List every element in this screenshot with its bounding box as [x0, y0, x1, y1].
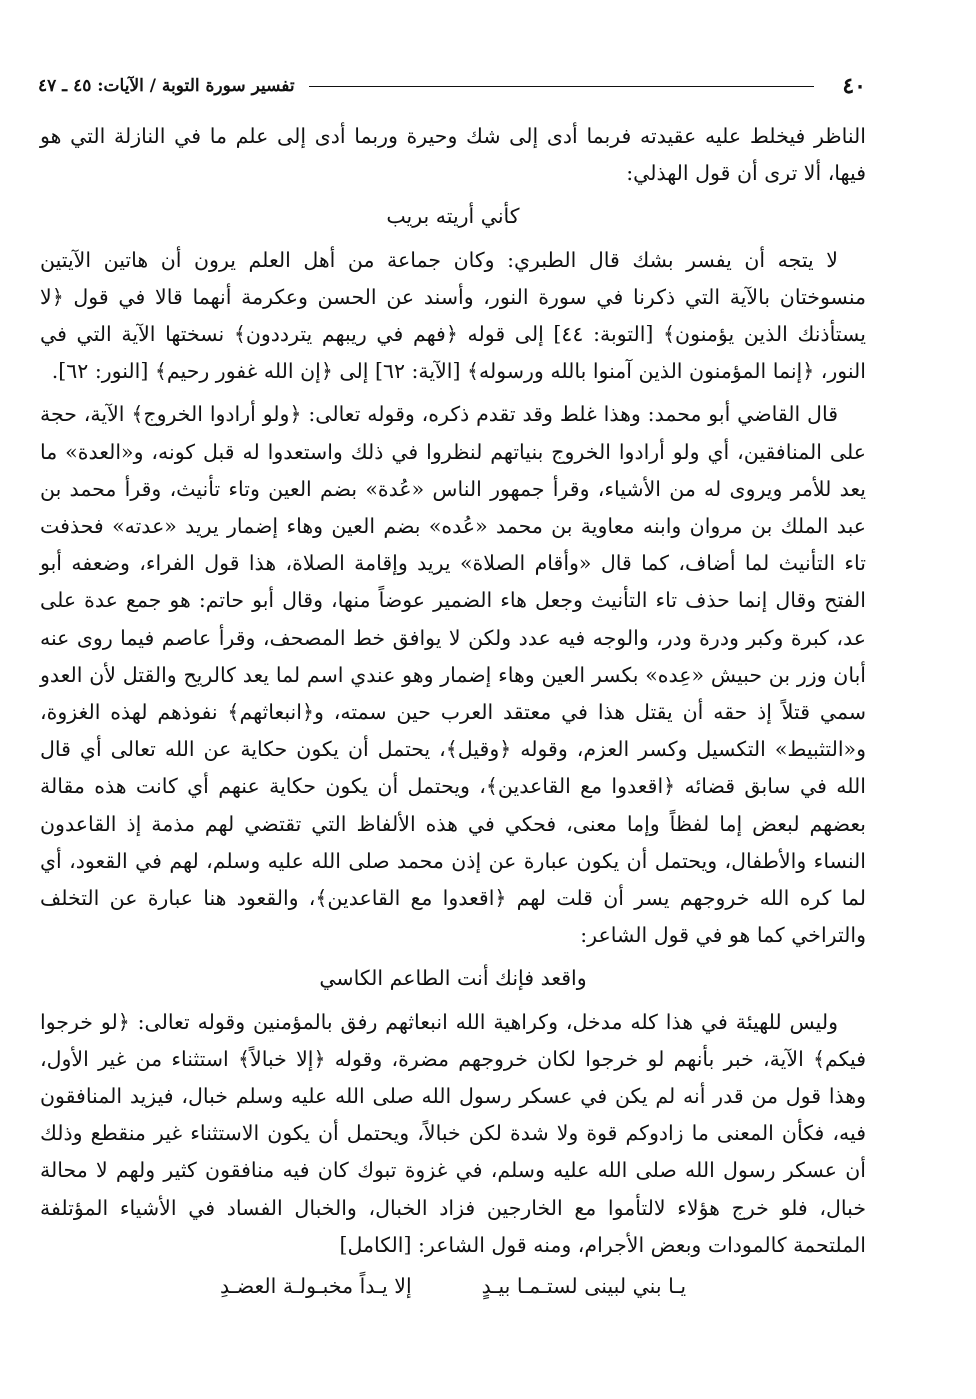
paragraph-khabal: وليس للهيئة في هذا كله مدخل، وكراهية الله انبعاثهم رفق بالمؤمنين وقوله تعالى: ﴿لو خرجوا فيكم﴾ الآية، خبر بأنهم لو خرجوا لكان خروجهم مضرة، وقوله ﴿إلا خبالاً﴾ استثناء من غير الأول، وهذا قول من قدر أنه لم يكن في عسكر رسول الله صلى الله عليه وسلم خبال، فيزيد المنافقون فيه، فكأن المعنى ما زادوكم قوة ولا شدة لكن خبالاً، ويحتمل أن يكون الاستثناء غير منقطع وذلك أن عسكر رسول الله صلى الله عليه وسلم، في غزوة تبوك كان فيه منافقون كثير ولهم لا محالة خبال، فلو خرج هؤلاء لالتأموا مع الخارجين فزاد الخبال، والخبال الفساد في الأشياء المؤتلفة الملتحمة كالمودات وبعض الأجرام، ومنه قول الشاعر: [الكامل] [40, 1009, 866, 1257]
paragraph-tabari: لا يتجه أن يفسر بشك قال الطبري: وكان جماعة من أهل العلم يرون أن هاتين الآيتين منسوختان بالآية التي ذكرنا في سورة النور، وأسند عن الحسن وعكرمة أنهما قالا في قول ﴿لا يستأذنك الذين يؤمنون﴾ [التوبة: ٤٤] إلى قوله ﴿فهم في ريبهم يترددون﴾ نسختها الآية التي في النور، ﴿إنما المؤمنون الذين آمنوا بالله ورسوله﴾ [الآية: ٦٢] إلى ﴿إن الله غفور رحيم﴾ [النور: ٦٢]. [40, 247, 866, 384]
paragraph-intro: الناظر فيخلط عليه عقيدته فربما أدى إلى شك وحيرة وربما أدى إلى علم ما في النازلة التي هو فيها، ألا ترى أن قول الهذلي: [40, 124, 866, 186]
verse-second-hemistich: إلا يـداً مخبـولـة العضـدِ [219, 1274, 412, 1299]
header-rule [309, 86, 815, 87]
running-title: تفسير سورة التوبة / الآيات: ٤٥ ـ ٤٧ [38, 76, 295, 96]
page-header [38, 68, 866, 104]
page-number: ٤٠ [842, 73, 866, 99]
final-verse [40, 1268, 866, 1305]
verse-quote-hudhali: كأني أريته بريب [386, 204, 520, 229]
body-text [40, 118, 866, 1305]
paragraph-qadi: قال القاضي أبو محمد: وهذا غلط وقد تقدم ذكره، وقوله تعالى: ﴿ولو أرادوا الخروج﴾ الآية، حجة على المنافقين، أي ولو أرادوا الخروج بنياتهم لنظروا في ذلك واستعدوا له قبل كونه، و«العدة» ما يعد للأمر ويروى له من الأشياء، وقرأ جمهور الناس «عُدة» بضم العين وتاء تأنيث، وقرأ محمد بن عبد الملك بن مروان وابنه معاوية بن محمد «عُده» بضم العين وهاء إضمار يريد «عدته» فحذفت تاء التأنيث لما أضاف، كما قال «وأقام الصلاة» يريد وإقامة الصلاة، هذا قول الفراء، وضعفه أبو الفتح وقال إنما حذف تاء التأنيث وجعل هاء الضمير عوضاً منها، وقال أبو حاتم: هو جمع عدة على عد، كبرة وكبر ودرة ودر، والوجه فيه عدد ولكن لا يوافق خط المصحف، وقرأ عاصم فيما روى عنه أبان وزر بن حبيش «عِده» بكسر العين وهاء إضمار وهو عندي اسم لما يعد كالريح والقتل لأن العدو سمي قتلاً إذ حقه أن يقتل هذا في معتقد العرب حين سمته، و﴿انبعاثهم﴾ نفوذهم لهذه الغزوة، و«التثبيط» التكسيل وكسر العزم، وقوله ﴿وقيل﴾، يحتمل أن يكون حكاية عن الله تعالى أي قال الله في سابق قضائه ﴿اقعدوا مع القاعدين﴾، ويحتمل أن يكون حكاية عنهم أي كانت هذه مقالة بعضهم لبعض إما لفظاً وإما معنى، فحكي في هذه الألفاظ التي تقتضي لهم مذمة إذ القاعدون النساء والأطفال، ويحتمل أن يكون عبارة عن إذن محمد صلى الله عليه وسلم، لهم في القعود، أي لما كره الله خروجهم يسر أن قلت لهم ﴿اقعدوا مع القاعدين﴾، والقعود هنا عبارة عن التخلف والتراخي كما هو في قول الشاعر: [40, 402, 866, 948]
verse-quote-poet: واقعد فإنك أنت الطاعم الكاسي [319, 966, 587, 991]
verse-first-hemistich: يـا بني لبينى لستـمـا بيـدٍ [481, 1274, 687, 1299]
